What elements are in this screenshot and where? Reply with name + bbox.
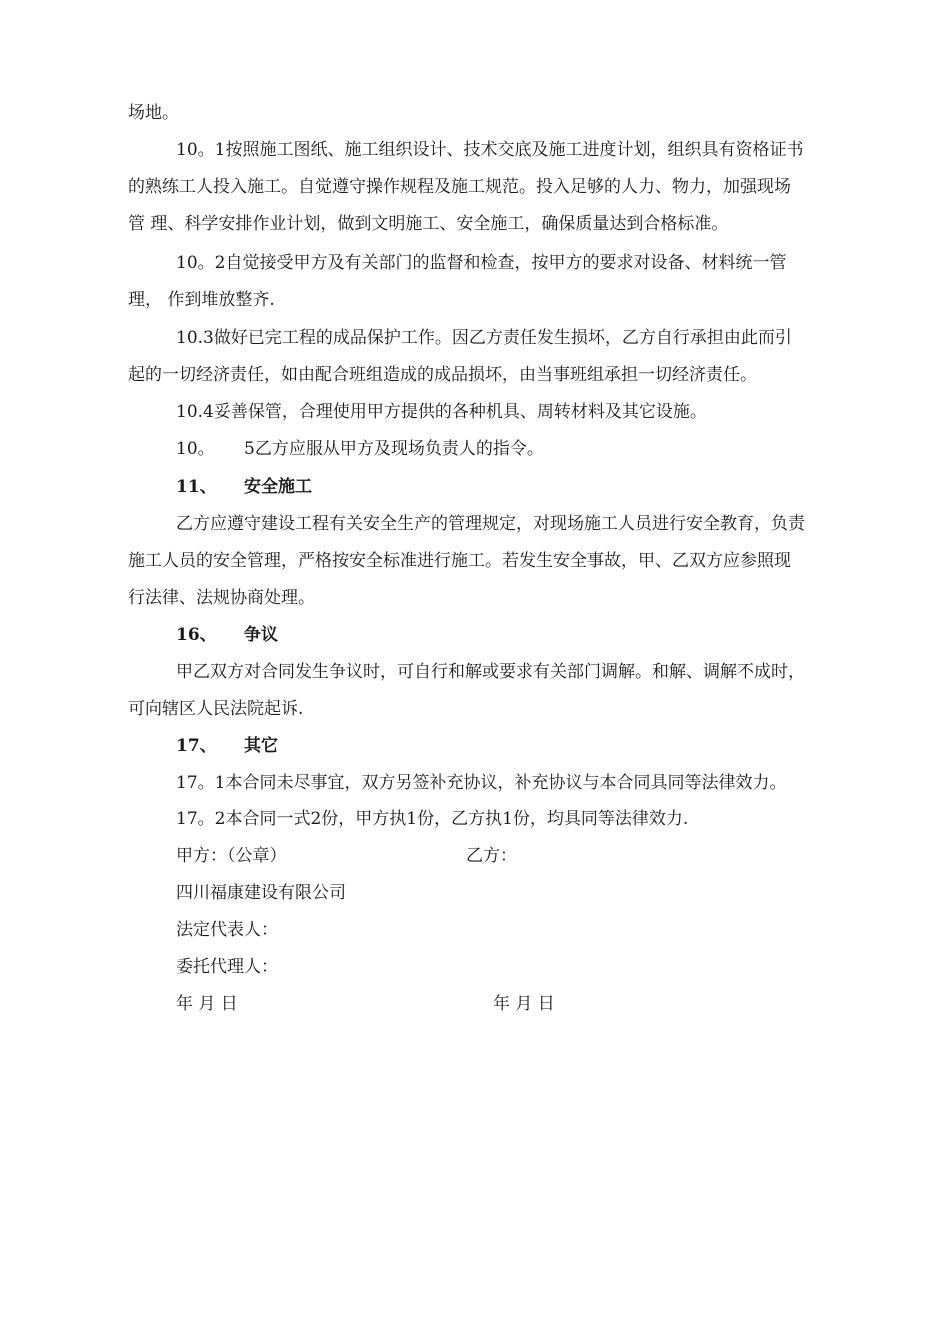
company-name: 四川福康建设有限公司 [176, 883, 346, 903]
paragraph-line: 10.3做好已完工程的成品保护工作。因乙方责任发生损坏，乙方自行承担由此而引 [176, 328, 792, 348]
party-a-label: 甲方：（公章） [176, 846, 287, 866]
paragraph-line: 5乙方应服从甲方及现场负责人的指令。 [244, 439, 544, 459]
section-number: 17、 [176, 736, 217, 756]
section-title: 安全施工 [244, 477, 312, 497]
section-title: 争议 [244, 625, 278, 645]
paragraph-line: 场地。 [128, 103, 179, 123]
paragraph-line: 10。1按照施工图纸、施工组织设计、技术交底及施工进度计划，组织具有资格证书 [176, 140, 804, 160]
paragraph-line: 的熟练工人投入施工。自觉遵守操作规程及施工规范。投入足够的人力、物力，加强现场 [128, 177, 791, 197]
agent-label: 委托代理人： [176, 957, 278, 977]
paragraph-line: 乙方应遵守建设工程有关安全生产的管理规定，对现场施工人员进行安全教育，负责 [176, 514, 805, 534]
paragraph-line: 行法律、法规协商处理。 [128, 588, 315, 608]
party-b-label: 乙方： [466, 846, 517, 866]
paragraph-line: 理， 作到堆放整齐. [128, 290, 275, 310]
section-number: 16、 [176, 625, 217, 645]
paragraph-line: 管 理、科学安排作业计划，做到文明施工、安全施工，确保质量达到合格标准。 [128, 214, 729, 234]
date-party-a: 年 月 日 [176, 994, 238, 1014]
paragraph-line: 10。2自觉接受甲方及有关部门的监督和检查，按甲方的要求对设备、材料统一管 [176, 253, 787, 273]
clause-number: 10。 [176, 439, 215, 459]
section-title: 其它 [244, 736, 278, 756]
paragraph-line: 甲乙双方对合同发生争议时，可自行和解或要求有关部门调解。和解、调解不成时， [176, 662, 805, 682]
paragraph-line: 10.4妥善保管，合理使用甲方提供的各种机具、周转材料及其它设施。 [176, 402, 707, 422]
paragraph-line: 可向辖区人民法院起诉. [128, 699, 304, 719]
legal-representative-label: 法定代表人： [176, 920, 278, 940]
date-party-b: 年 月 日 [493, 994, 555, 1014]
paragraph-line: 施工人员的安全管理，严格按安全标准进行施工。若发生安全事故，甲、乙双方应参照现 [128, 551, 791, 571]
paragraph-line: 起的一切经济责任，如由配合班组造成的成品损坏，由当事班组承担一切经济责任。 [128, 365, 757, 385]
paragraph-line: 17。1本合同未尽事宜，双方另签补充协议，补充协议与本合同具同等法律效力。 [176, 773, 787, 793]
paragraph-line: 17。2本合同一式2份，甲方执1份，乙方执1份，均具同等法律效力. [176, 809, 689, 829]
section-number: 11、 [176, 477, 217, 497]
